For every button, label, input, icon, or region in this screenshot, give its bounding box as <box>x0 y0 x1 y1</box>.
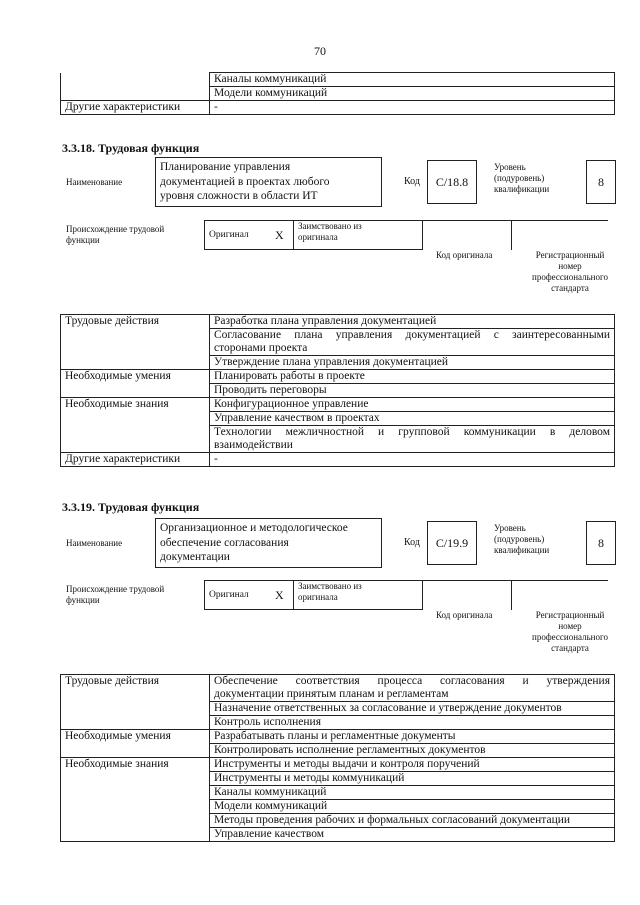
level-label-line: квалификации <box>494 545 550 555</box>
item: Управление качеством <box>210 828 615 842</box>
reg-number-caption <box>522 250 618 294</box>
row-label <box>61 87 210 101</box>
function-name-line: документации <box>160 551 230 563</box>
item-text: Разработка плана управления документацией <box>214 315 437 327</box>
item <box>210 329 615 356</box>
item: Модели коммуникаций <box>210 800 615 814</box>
level-label-line: Уровень <box>494 523 526 533</box>
origin-label <box>66 224 164 246</box>
section-label: Трудовые действия <box>61 315 210 370</box>
function-name-line: уровня сложности в области ИТ <box>160 190 318 202</box>
item: Проводить переговоры <box>210 384 615 398</box>
item-text: Технологии межличностной и групповой коммуникации в деловом <box>214 426 610 438</box>
name-label: Наименование <box>66 177 123 187</box>
origin-label-line: функции <box>66 235 100 245</box>
item: Управление качеством в проектах <box>210 412 615 426</box>
level-label-line: (подуровень) <box>494 173 545 183</box>
row-label: Другие характеристики <box>61 101 210 115</box>
item: Инструменты и методы коммуникаций <box>210 772 615 786</box>
table-row <box>61 370 615 384</box>
origin-label-line: функции <box>66 595 100 605</box>
reg-caption-line: номер <box>558 261 582 271</box>
characteristics-table-19 <box>60 674 615 842</box>
code-label: Код <box>404 176 420 187</box>
function-heading: 3.3.18. Трудовая функция <box>62 141 200 155</box>
top-characteristics-table <box>60 72 615 115</box>
item: Конфигурационное управление <box>210 398 615 412</box>
section-label: Необходимые умения <box>61 370 210 398</box>
level-label-line: Уровень <box>494 162 526 172</box>
level-value: 8 <box>586 521 616 565</box>
reg-caption-line: стандарта <box>551 643 589 653</box>
row-value: Модели коммуникаций <box>210 87 615 101</box>
function-name-box <box>155 518 382 568</box>
section-label: Трудовые действия <box>61 675 210 730</box>
table-row <box>61 315 615 329</box>
table-row <box>61 758 615 772</box>
borrowed-line: оригинала <box>298 592 338 602</box>
code-original-caption: Код оригинала <box>436 610 493 620</box>
origin-label-line: Происхождение трудовой <box>66 584 165 594</box>
code-value: C/18.8 <box>427 160 477 204</box>
item <box>210 315 615 329</box>
reg-caption-line: профессионального <box>532 272 608 282</box>
item: Методы проведения рабочих и формальных согласований документации <box>210 814 615 828</box>
borrowed-cell <box>294 221 423 250</box>
section-label: Другие характеристики <box>61 453 210 467</box>
reg-number-cell <box>512 581 609 610</box>
item-text: Обеспечение соответствия процесса согласования и утверждения <box>214 675 610 687</box>
function-name-line: обеспечение согласования <box>160 536 289 549</box>
level-label-line: (подуровень) <box>494 534 545 544</box>
table-row <box>61 398 615 412</box>
reg-caption-line: Регистрационный <box>535 610 605 620</box>
item <box>210 426 615 453</box>
code-original-cell <box>423 581 512 610</box>
item: Инструменты и методы выдачи и контроля поручений <box>210 758 615 772</box>
table-row <box>61 87 615 101</box>
level-value: 8 <box>586 160 616 204</box>
item: Контроль исполнения <box>210 716 615 730</box>
item: Разрабатывать планы и регламентные документы <box>210 730 615 744</box>
table-row <box>61 675 615 702</box>
code-label: Код <box>404 537 420 548</box>
section-label: Необходимые знания <box>61 398 210 453</box>
row-value: - <box>210 101 615 115</box>
function-name-line: Планирование управления <box>160 161 291 173</box>
origin-table <box>204 580 608 610</box>
reg-caption-line: профессионального <box>532 632 608 642</box>
origin-table <box>204 220 608 250</box>
reg-caption-line: Регистрационный <box>535 250 605 260</box>
code-original-cell <box>423 221 512 250</box>
table-row <box>61 730 615 744</box>
origin-label <box>66 584 164 606</box>
function-name-box <box>155 157 382 207</box>
borrowed-line: Заимствовано из <box>298 221 362 231</box>
section-label: Необходимые знания <box>61 758 210 842</box>
row-value: Каналы коммуникаций <box>210 73 615 87</box>
name-label: Наименование <box>66 538 123 548</box>
borrowed-cell <box>294 581 423 610</box>
level-label <box>494 162 549 195</box>
origin-label-line: Происхождение трудовой <box>66 224 165 234</box>
item: Каналы коммуникаций <box>210 786 615 800</box>
item: Утверждение плана управления документацией <box>210 356 615 370</box>
section-label: Необходимые умения <box>61 730 210 758</box>
item-text: Согласование плана управления документацией с заинтересованными <box>214 329 610 341</box>
item: Планировать работы в проекте <box>210 370 615 384</box>
page-number: 70 <box>314 44 326 58</box>
row-label <box>61 73 210 87</box>
original-label: Оригинал <box>205 221 272 250</box>
reg-number-caption <box>522 610 618 654</box>
item <box>210 675 615 702</box>
item-text: взаимодействии <box>214 439 293 451</box>
reg-caption-line: номер <box>558 621 582 631</box>
original-mark: X <box>271 221 294 250</box>
item-text: сторонами проекта <box>214 342 308 354</box>
item: Назначение ответственных за согласование и утверждение документов <box>210 702 615 716</box>
table-row <box>61 101 615 115</box>
original-label: Оригинал <box>205 581 272 610</box>
item: - <box>210 453 615 467</box>
function-name-line: документацией в проектах любого <box>160 175 330 188</box>
borrowed-line: оригинала <box>298 232 338 242</box>
table-row <box>61 453 615 467</box>
code-value: C/19.9 <box>427 521 477 565</box>
original-mark: X <box>271 581 294 610</box>
function-name-line: Организационное и методологическое <box>160 522 348 534</box>
level-label-line: квалификации <box>494 184 550 194</box>
code-original-caption: Код оригинала <box>436 250 493 260</box>
characteristics-table-18 <box>60 314 615 467</box>
item: Контролировать исполнение регламентных документов <box>210 744 615 758</box>
reg-caption-line: стандарта <box>551 283 589 293</box>
table-row <box>61 73 615 87</box>
item-text: документации принятым планам и регламентам <box>214 688 449 700</box>
borrowed-line: Заимствовано из <box>298 581 362 591</box>
reg-number-cell <box>512 221 609 250</box>
level-label <box>494 523 549 556</box>
function-heading: 3.3.19. Трудовая функция <box>62 500 200 514</box>
